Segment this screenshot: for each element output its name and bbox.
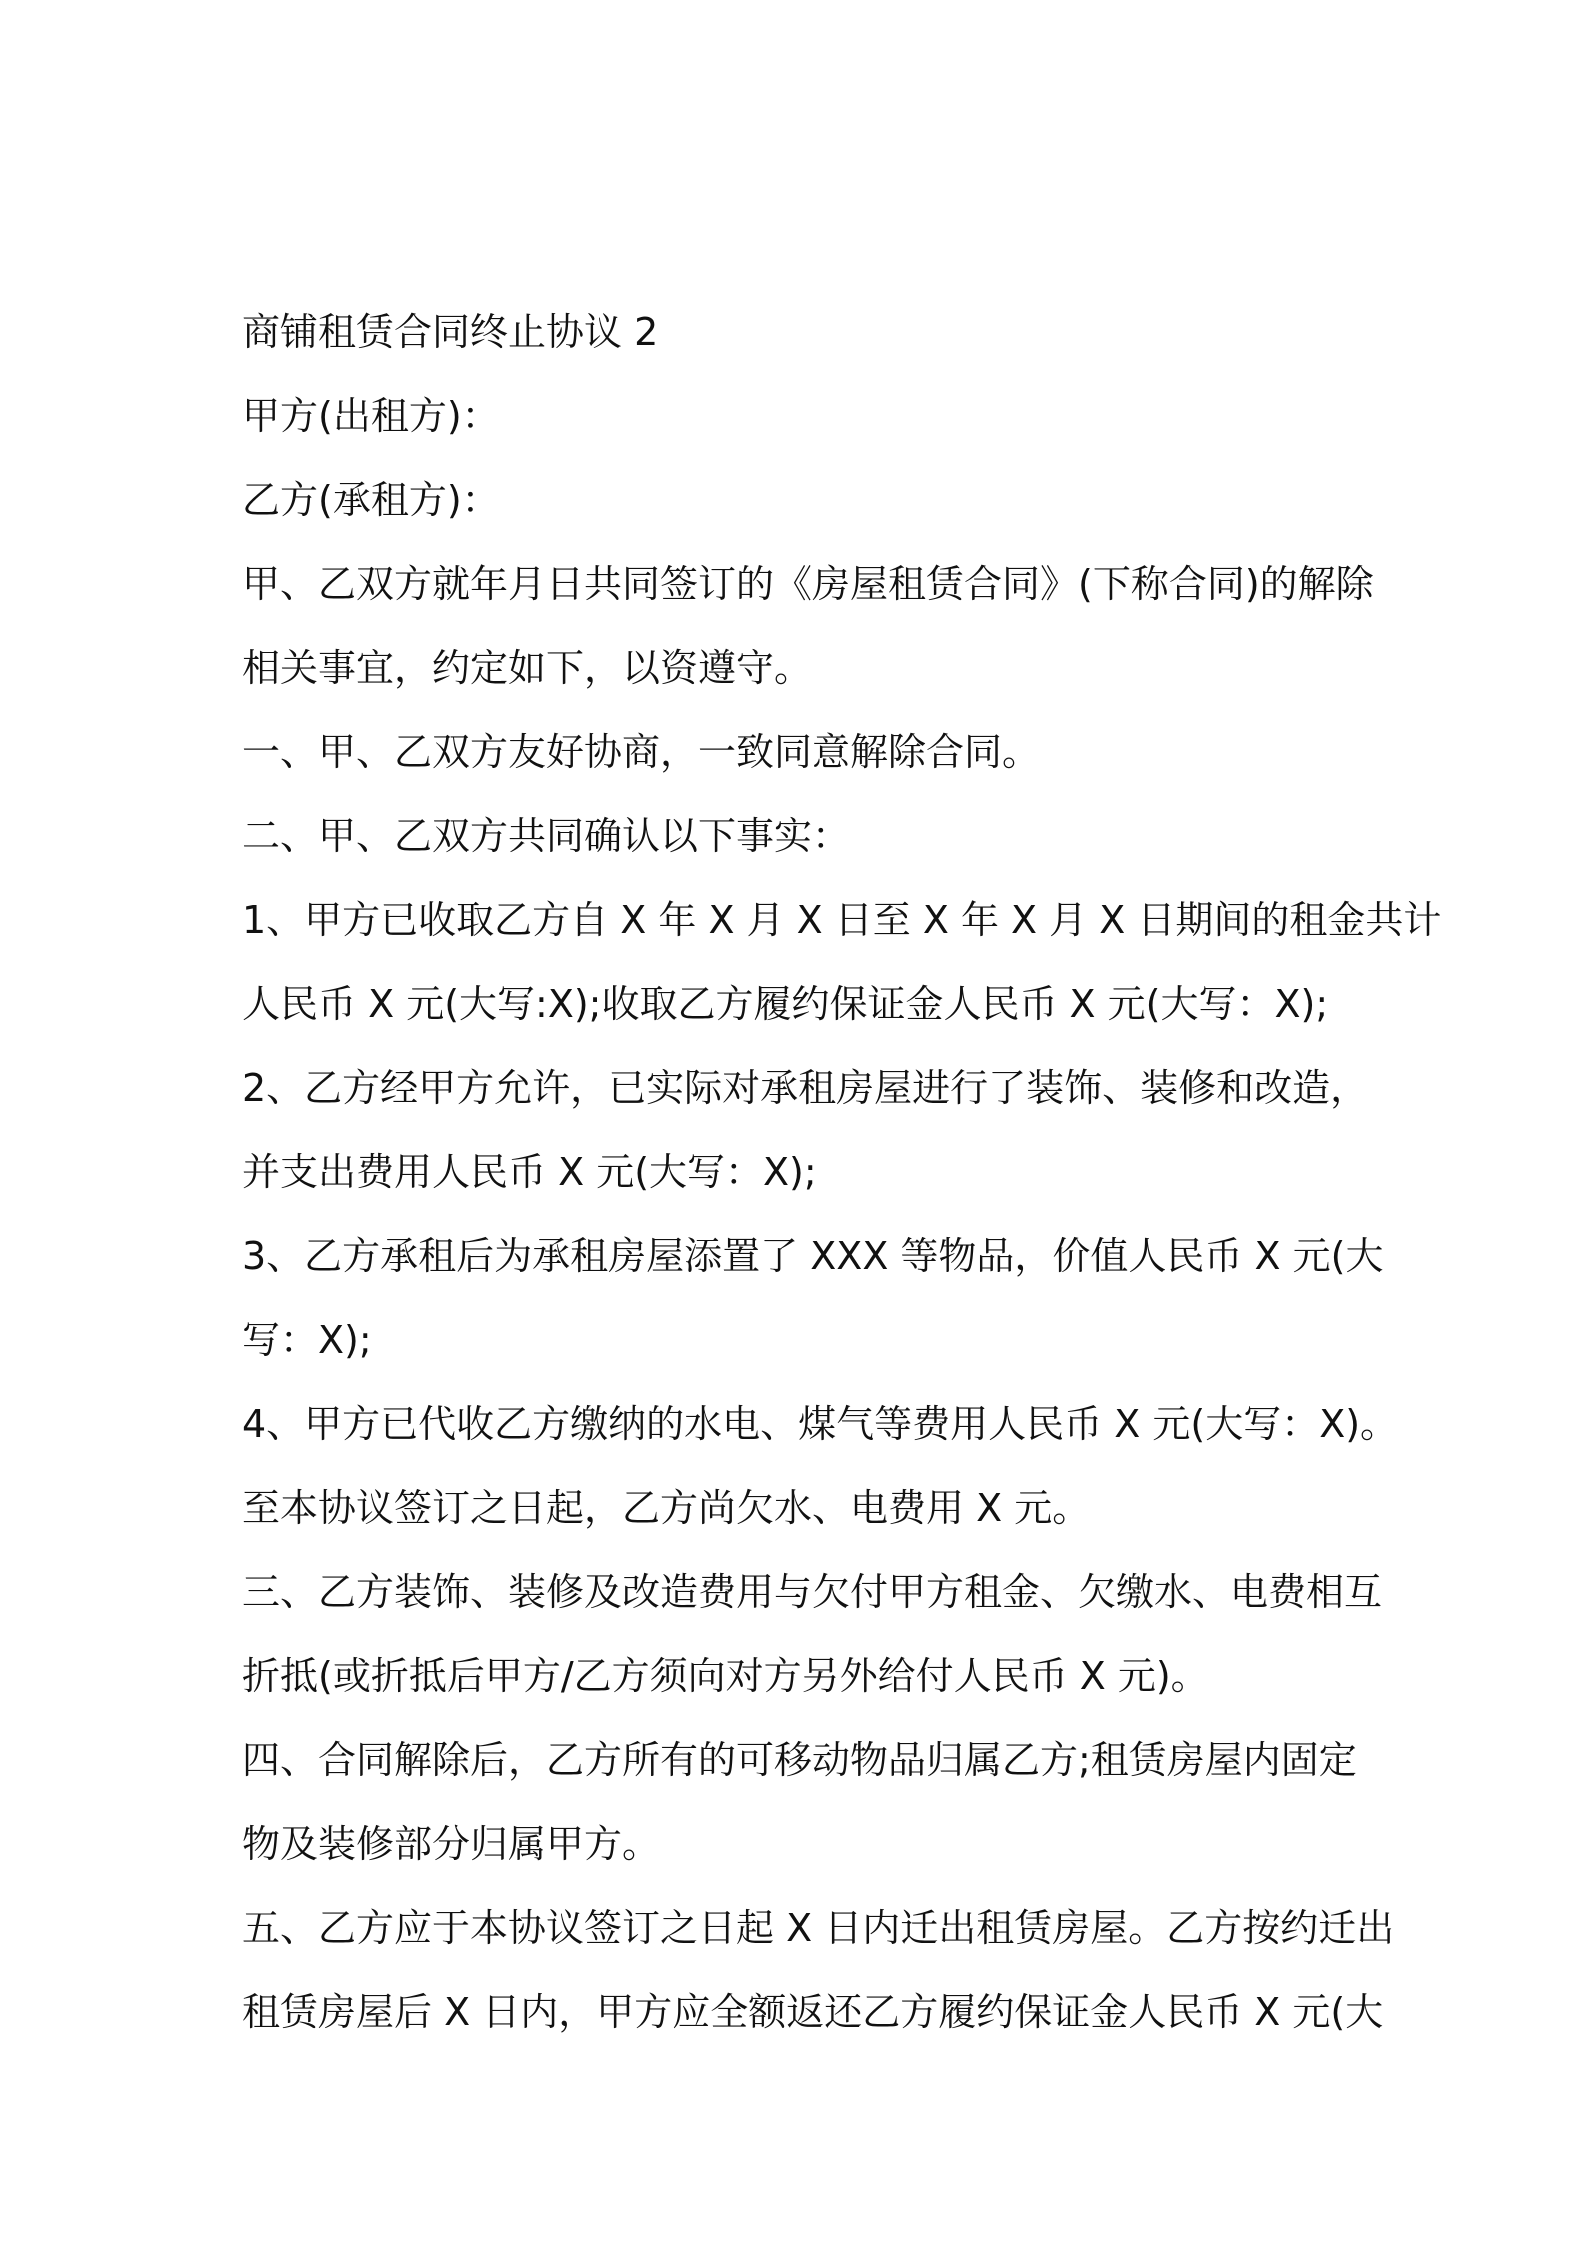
clause-four-line: 物及装修部分归属甲方。 <box>242 1822 661 1866</box>
item-2-line: 2、乙方经甲方允许，已实际对承租房屋进行了装饰、装修和改造， <box>242 1066 1369 1110</box>
item-4-line: 4、甲方已代收乙方缴纳的水电、煤气等费用人民币 X 元(大写：X)。 <box>242 1402 1399 1446</box>
document-title: 商铺租赁合同终止协议 2 <box>242 310 659 354</box>
clause-one-line: 一、甲、乙双方友好协商，一致同意解除合同。 <box>242 730 1041 774</box>
clause-three-line: 折抵(或折抵后甲方/乙方须向对方另外给付人民币 X 元)。 <box>242 1654 1209 1698</box>
item-3-line: 写：X); <box>242 1318 372 1362</box>
clause-two-line: 二、甲、乙双方共同确认以下事实： <box>242 814 851 858</box>
document-body <box>242 290 1442 2054</box>
item-1-line: 1、甲方已收取乙方自 X 年 X 月 X 日至 X 年 X 月 X 日期间的租金共计 <box>242 898 1442 942</box>
clause-five-line: 五、乙方应于本协议签订之日起 X 日内迁出租赁房屋。乙方按约迁出 <box>242 1906 1395 1950</box>
item-3-line: 3、乙方承租后为承租房屋添置了 XXX 等物品，价值人民币 X 元(大 <box>242 1234 1384 1278</box>
item-1-line: 人民币 X 元(大写:X);收取乙方履约保证金人民币 X 元(大写：X); <box>242 982 1329 1026</box>
party-b-line: 乙方(承租方)： <box>242 478 500 522</box>
clause-three-line: 三、乙方装饰、装修及改造费用与欠付甲方租金、欠缴水、电费相互 <box>242 1570 1383 1614</box>
clause-four-line: 四、合同解除后，乙方所有的可移动物品归属乙方;租赁房屋内固定 <box>242 1738 1357 1782</box>
preamble-line: 甲、乙双方就年月日共同签订的《房屋租赁合同》(下称合同)的解除 <box>242 562 1374 606</box>
preamble-line: 相关事宜，约定如下，以资遵守。 <box>242 646 813 690</box>
party-a-line: 甲方(出租方)： <box>242 394 500 438</box>
item-2-line: 并支出费用人民币 X 元(大写：X); <box>242 1150 817 1194</box>
clause-five-line: 租赁房屋后 X 日内，甲方应全额返还乙方履约保证金人民币 X 元(大 <box>242 1990 1384 2034</box>
item-4-line: 至本协议签订之日起，乙方尚欠水、电费用 X 元。 <box>242 1486 1091 1530</box>
